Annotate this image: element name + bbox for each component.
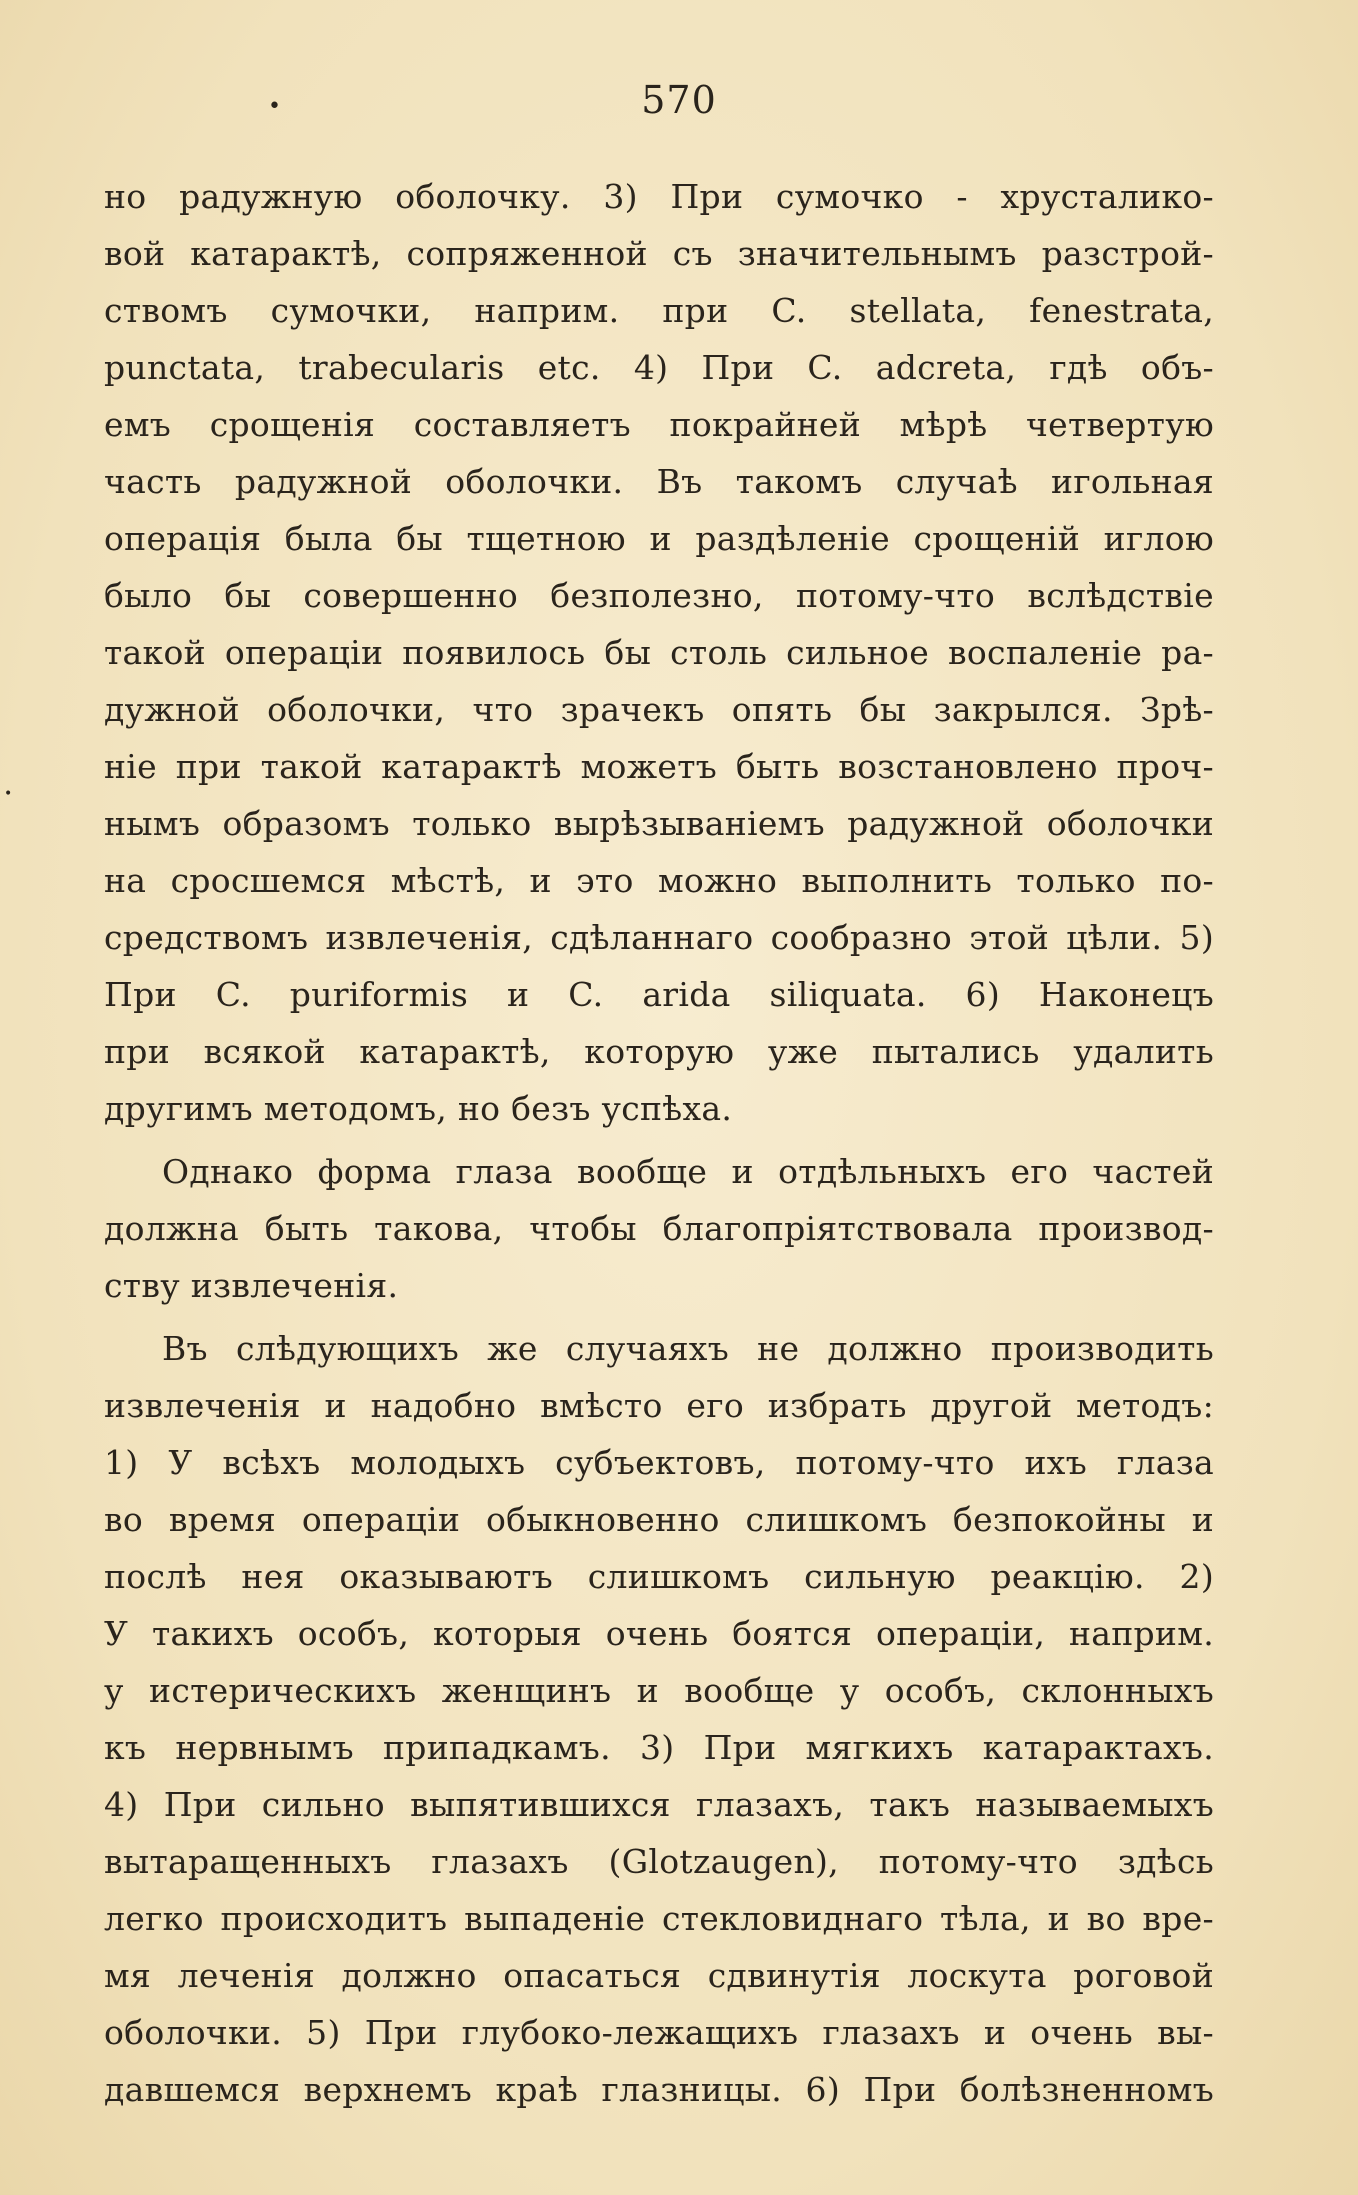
text-line: послѣ нея оказываютъ слишкомъ сильную реакцію. 2) — [104, 1557, 1214, 1596]
text-line: операція была бы тщетною и раздѣленіе срощеній иглою — [104, 519, 1214, 558]
text-line: средствомъ извлеченія, сдѣланнаго сообразно этой цѣли. 5) — [104, 918, 1214, 957]
text-line: должна быть такова, чтобы благопріятствовала производ- — [104, 1209, 1214, 1248]
text-line: вой катарактѣ, сопряженной съ значительнымъ разстрой- — [104, 234, 1214, 273]
text-line: вытаращенныхъ глазахъ (Glotzaugen), потому-что здѣсь — [104, 1842, 1214, 1881]
text-line: но радужную оболочку. 3) При сумочко - хрусталико- — [104, 177, 1214, 216]
text-line: другимъ методомъ, но безъ успѣха. — [104, 1089, 733, 1128]
text-line: 4) При сильно выпятившихся глазахъ, такъ называемыхъ — [104, 1785, 1214, 1824]
text-line: ству извлеченія. — [104, 1266, 399, 1305]
page-number: 570 — [641, 78, 717, 122]
text-line: 1) У всѣхъ молодыхъ субъектовъ, потому-что ихъ глаза — [104, 1443, 1214, 1482]
body-text — [104, 168, 1214, 2118]
text-line: При C. puriformis и C. arida siliquata. 6) Наконецъ — [104, 975, 1214, 1014]
text-line: емъ срощенія составляетъ покрайней мѣрѣ четвертую — [104, 405, 1214, 444]
text-line: оболочки. 5) При глубоко-лежащихъ глазахъ и очень вы- — [104, 2013, 1214, 2052]
text-line: давшемся верхнемъ краѣ глазницы. 6) При болѣзненномъ — [104, 2070, 1214, 2109]
text-line: нымъ образомъ только вырѣзываніемъ радужной оболочки — [104, 804, 1214, 843]
text-line: часть радужной оболочки. Въ такомъ случаѣ игольная — [104, 462, 1214, 501]
text-line: къ нервнымъ припадкамъ. 3) При мягкихъ катарактахъ. — [104, 1728, 1214, 1767]
text-line: мя леченія должно опасаться сдвинутія лоскута роговой — [104, 1956, 1214, 1995]
print-speck: • — [4, 786, 13, 802]
text-line: ствомъ сумочки, наприм. при C. stellata, fenestrata, — [104, 291, 1214, 330]
text-line: Въ слѣдующихъ же случаяхъ не должно производить — [162, 1329, 1214, 1368]
text-line: ніе при такой катарактѣ можетъ быть возстановлено проч- — [104, 747, 1214, 786]
text-line: дужной оболочки, что зрачекъ опять бы закрылся. Зрѣ- — [104, 690, 1214, 729]
text-line: извлеченія и надобно вмѣсто его избрать другой методъ: — [104, 1386, 1214, 1425]
text-line: punctata, trabecularis etc. 4) При C. adcreta, гдѣ объ- — [104, 348, 1214, 387]
print-speck: • — [268, 94, 281, 119]
text-line: на сросшемся мѣстѣ, и это можно выполнить только по- — [104, 861, 1214, 900]
text-line: было бы совершенно безполезно, потому-что вслѣдствіе — [104, 576, 1214, 615]
text-line: во время операціи обыкновенно слишкомъ безпокойны и — [104, 1500, 1214, 1539]
text-line: у истерическихъ женщинъ и вообще у особъ, склонныхъ — [104, 1671, 1214, 1710]
text-line: при всякой катарактѣ, которую уже пытались удалить — [104, 1032, 1214, 1071]
text-line: Однако форма глаза вообще и отдѣльныхъ его частей — [162, 1152, 1214, 1191]
text-line: такой операціи появилось бы столь сильное воспаленіе ра- — [104, 633, 1214, 672]
text-line: легко происходитъ выпаденіе стекловиднаго тѣла, и во вре- — [104, 1899, 1214, 1938]
text-line: У такихъ особъ, которыя очень боятся операціи, наприм. — [104, 1614, 1214, 1653]
